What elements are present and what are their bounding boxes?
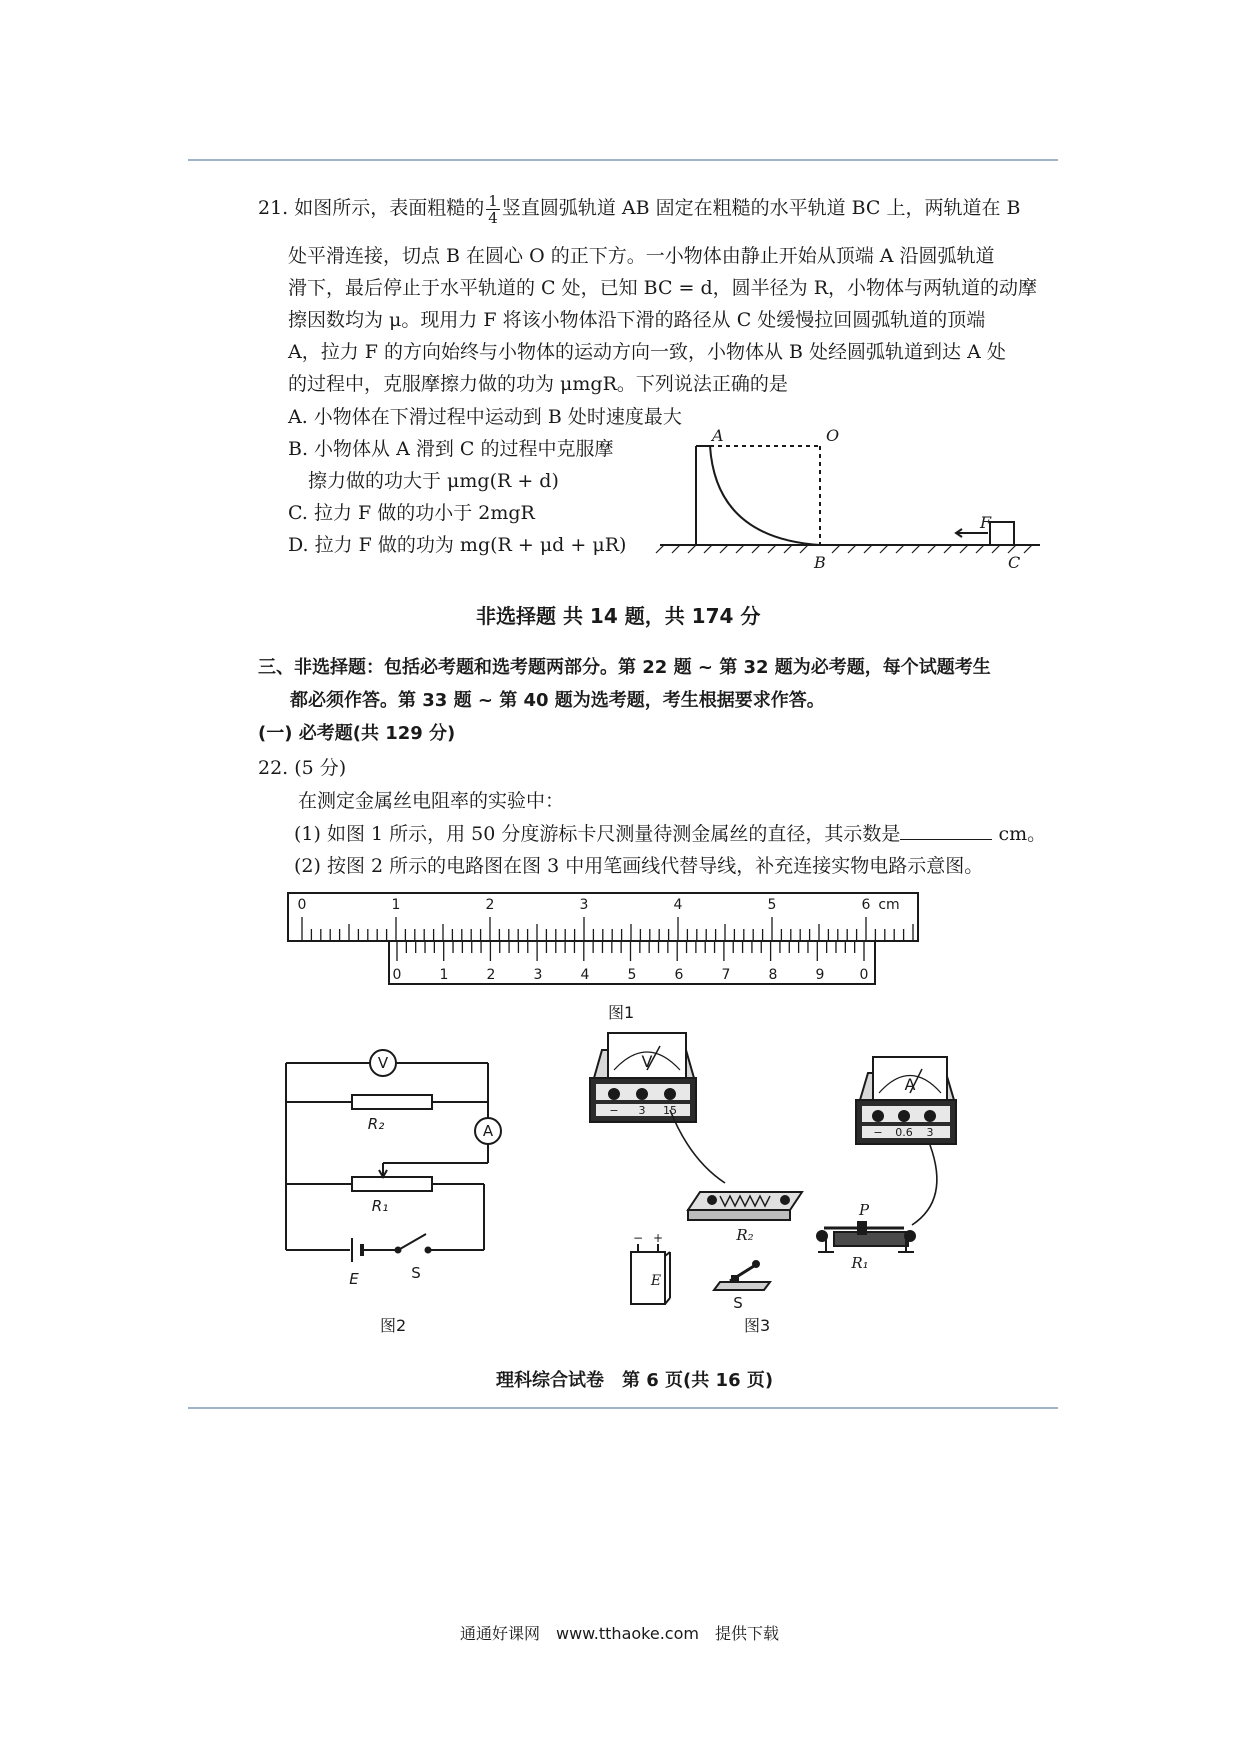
battery-device-label: E (650, 1273, 662, 1289)
q21-line: 处平滑连接，切点 B 在圆心 O 的正下方。一小物体由静止开始从顶端 A 沿圆弧轨道 (288, 245, 995, 267)
vernier-scale-label: 5 (627, 967, 637, 983)
section3-line: 都必须作答。第 33 题 ~ 第 40 题为选考题，考生根据要求作答。 (290, 690, 825, 711)
ammeter-symbol: A (482, 1122, 494, 1140)
q22-item1-unit: cm。 (998, 823, 1047, 845)
ammeter-terminal-label: 3 (926, 1126, 934, 1139)
main-scale-label: 5 (767, 897, 777, 913)
point-b-label: B (814, 553, 826, 572)
vernier-scale-label: 4 (580, 967, 590, 983)
main-scale-label: 0 (297, 897, 307, 913)
r2-device-label: R₂ (736, 1226, 754, 1244)
voltmeter-device-letter: V (641, 1052, 653, 1071)
section-title: 非选择题 共 14 题，共 174 分 (476, 604, 761, 628)
vernier-scale-label: 9 (815, 967, 825, 983)
q21-option-a: A. 小物体在下滑过程中运动到 B 处时速度最大 (288, 406, 682, 428)
voltmeter-terminal-label: − (609, 1104, 619, 1117)
q21-option-b-cont: 擦力做的功大于 μmg(R + d) (308, 470, 559, 492)
vernier-scale-label: 3 (533, 967, 543, 983)
voltmeter-symbol: V (377, 1054, 389, 1072)
fig2-caption: 图2 (380, 1316, 407, 1335)
fraction-numerator: 1 (488, 191, 498, 210)
ammeter-device-letter: A (904, 1075, 916, 1094)
battery-label: E (349, 1270, 359, 1288)
main-scale-label: 1 (391, 897, 401, 913)
vernier-scale-label: 0 (859, 967, 869, 983)
q21-line: 擦因数均为 μ。现用力 F 将该小物体沿下滑的路径从 C 处缓慢拉回圆弧轨道的顶端 (288, 309, 986, 331)
battery-plus: + (652, 1231, 664, 1245)
point-o-label: O (826, 426, 840, 445)
vernier-scale-label: 2 (486, 967, 496, 983)
main-scale-label: 3 (579, 897, 589, 913)
vernier-scale-label: 7 (721, 967, 731, 983)
vernier-scale-label: 8 (768, 967, 778, 983)
main-scale-label: 4 (673, 897, 683, 913)
r1-rheostat (817, 1222, 915, 1252)
q22-item1-text: (1) 如图 1 所示，用 50 分度游标卡尺测量待测金属丝的直径，其示数是 (294, 823, 901, 845)
vernier-scale-label: 6 (674, 967, 684, 983)
q22-header: 22. (5 分) (258, 757, 347, 779)
switch-device-label: S (733, 1294, 743, 1312)
q21-option-d: D. 拉力 F 做的功为 mg(R + μd + μR) (288, 534, 627, 556)
main-scale-unit: cm (878, 897, 900, 913)
r2-resistor-board (688, 1192, 802, 1220)
voltmeter-terminal-label: 3 (638, 1104, 646, 1117)
q21-option-b: B. 小物体从 A 滑到 C 的过程中克服摩 (288, 438, 614, 460)
vernier-scale-label: 0 (392, 967, 402, 983)
fraction-denominator: 4 (488, 208, 498, 227)
download-watermark: 通通好课网 www.tthaoke.com 提供下载 (460, 1624, 779, 1643)
point-a-label: A (712, 426, 724, 445)
r1-label: R₁ (371, 1197, 389, 1215)
page-footer: 理科综合试卷 第 6 页(共 16 页) (496, 1370, 774, 1391)
slider-p-label: P (858, 1201, 870, 1219)
q21-intro-b: 竖直圆弧轨道 AB 固定在粗糙的水平轨道 BC 上，两轨道在 B (501, 197, 1021, 219)
main-scale-label: 6 (861, 897, 871, 913)
vernier-scale-label: 1 (439, 967, 449, 983)
q22-item2: (2) 按图 2 所示的电路图在图 3 中用笔画线代替导线，补充连接实物电路示意图。 (294, 855, 984, 877)
section3-line: 三、非选择题：包括必考题和选考题两部分。第 22 题 ~ 第 32 题为必考题，每个试题考生 (258, 657, 991, 678)
fig3-caption: 图3 (744, 1316, 771, 1335)
force-f-label: F (980, 513, 992, 532)
point-c-label: C (1008, 553, 1021, 572)
fig1-caption: 图1 (608, 1003, 635, 1022)
r1-device-label: R₁ (851, 1254, 869, 1272)
battery-minus: − (632, 1231, 644, 1245)
knife-switch-device (714, 1261, 770, 1290)
ammeter-terminal-label: − (873, 1126, 883, 1139)
voltmeter-terminal-label: 15 (663, 1104, 677, 1117)
q21-line: A，拉力 F 的方向始终与小物体的运动方向一致，小物体从 B 处经圆弧轨道到达 A 处 (288, 341, 1006, 363)
part1-heading: (一) 必考题(共 129 分) (258, 723, 456, 744)
r2-label: R₂ (367, 1115, 385, 1133)
q21-intro-a: 21. 如图所示，表面粗糙的 (258, 197, 485, 219)
q21-option-c: C. 拉力 F 做的功小于 2mgR (288, 502, 535, 524)
q21-line: 的过程中，克服摩擦力做的功为 μmgR。下列说法正确的是 (288, 373, 788, 395)
switch-label: S (411, 1264, 421, 1282)
q22-intro: 在测定金属丝电阻率的实验中： (298, 790, 565, 812)
main-scale-label: 2 (485, 897, 495, 913)
q21-line: 滑下，最后停止于水平轨道的 C 处，已知 BC = d，圆半径为 R，小物体与两轨道的动摩 (288, 277, 1038, 299)
ammeter-terminal-label: 0.6 (895, 1126, 913, 1139)
